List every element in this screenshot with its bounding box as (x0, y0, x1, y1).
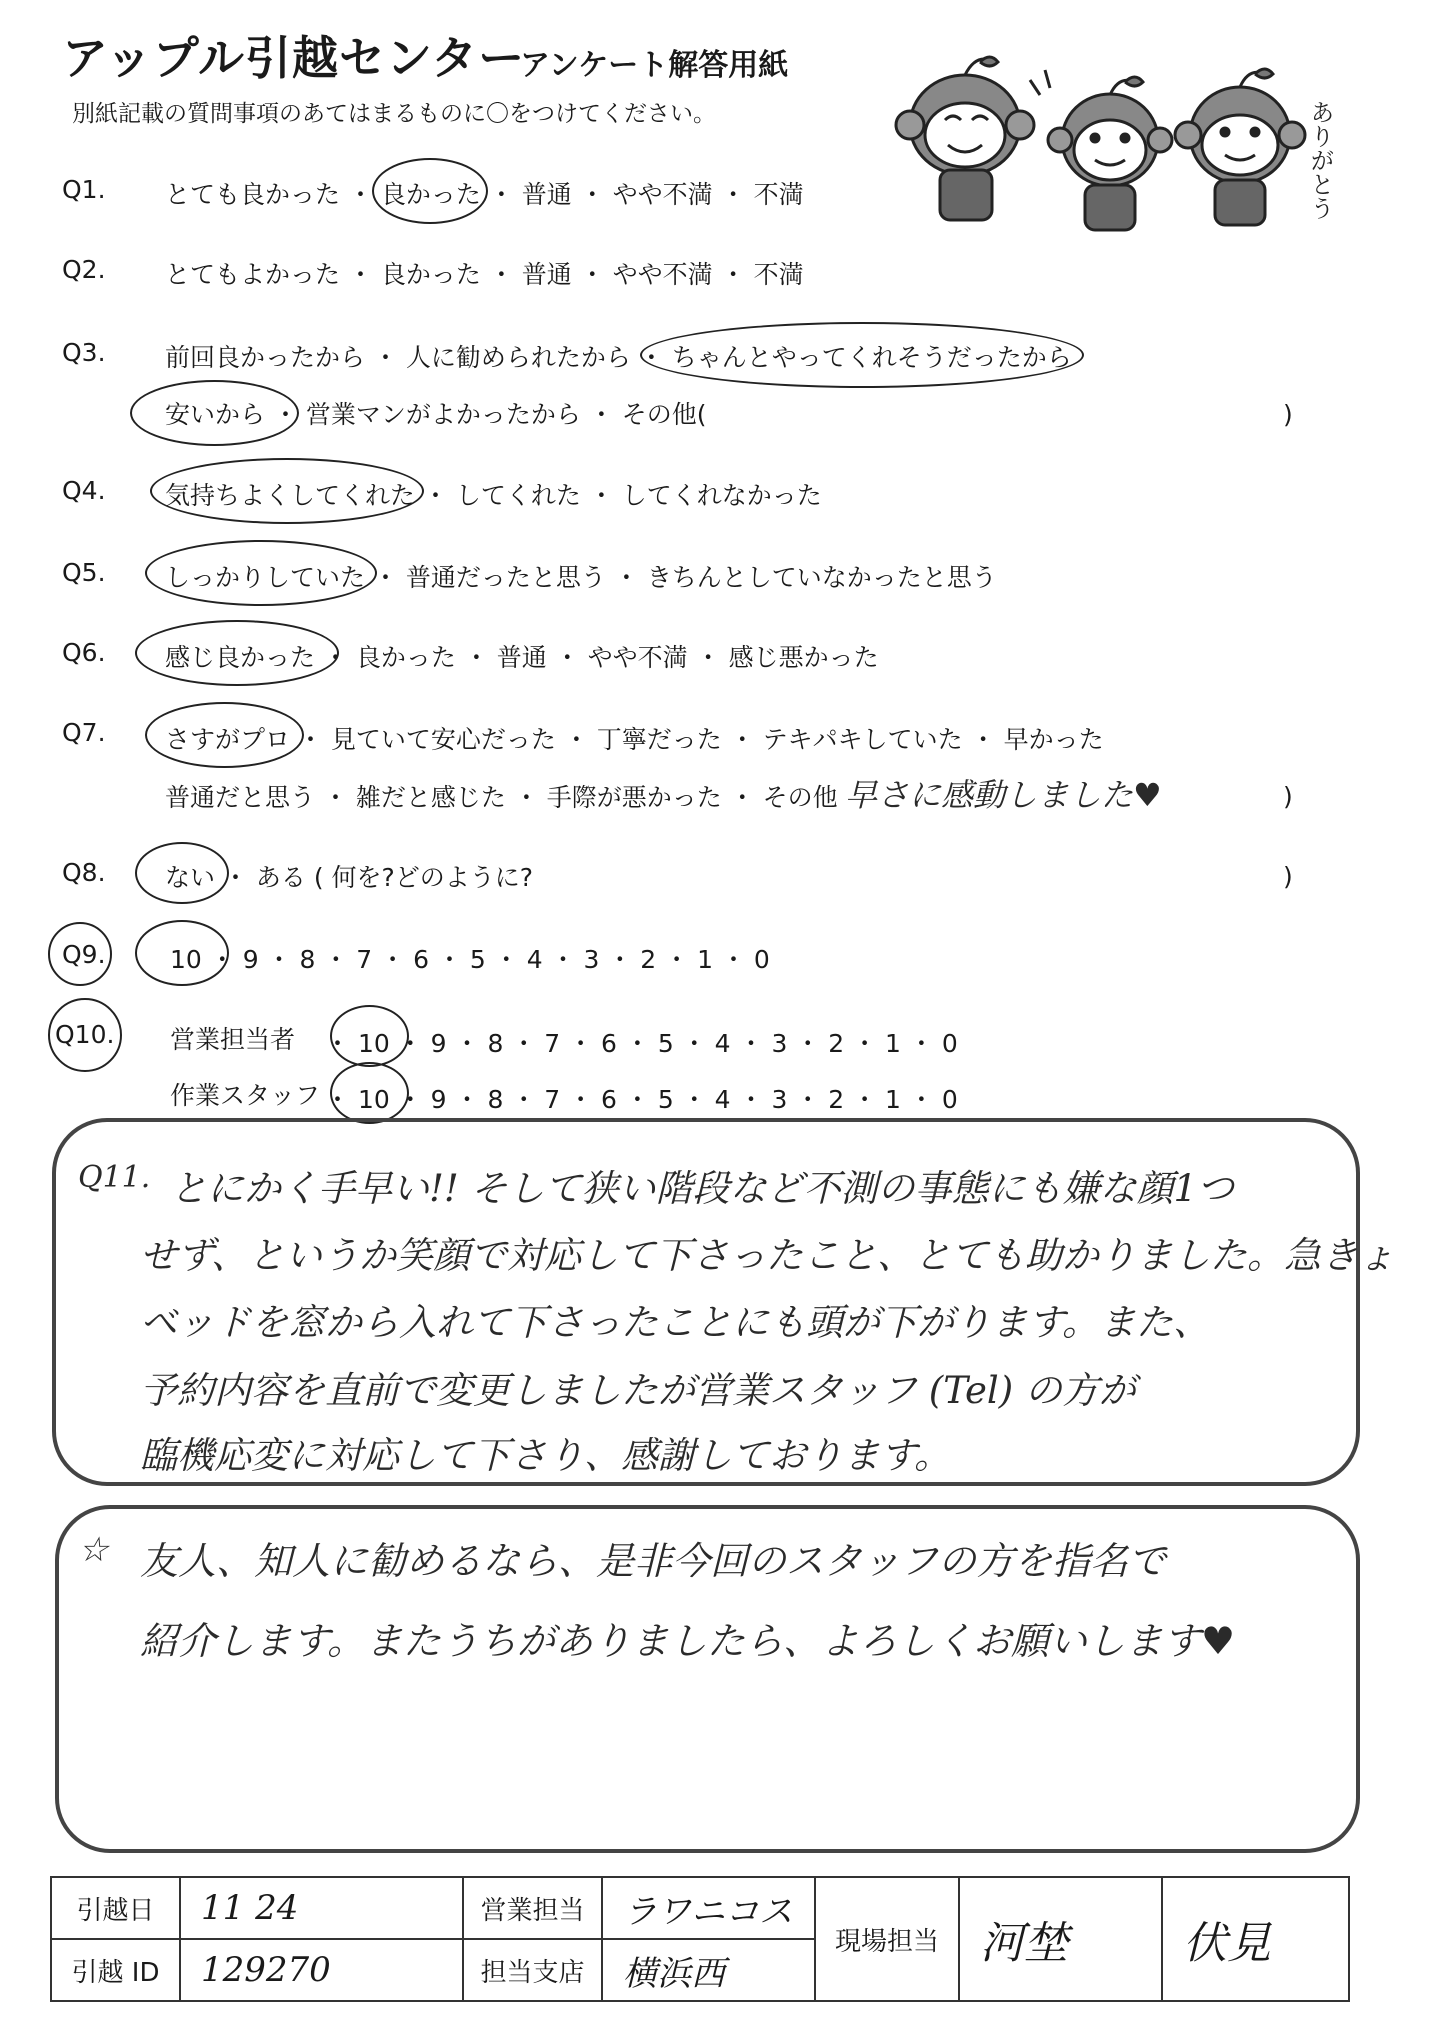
q10-label-circle (48, 998, 122, 1072)
q4-answer-circle (150, 458, 424, 524)
sales-rep-label: 営業担当 (463, 1877, 602, 1939)
branch-label: 担当支店 (463, 1939, 602, 2001)
q11-line-5: 臨機応変に対応して下さり、感謝しております。 (140, 1434, 952, 1477)
q11-label: Q11. (78, 1160, 151, 1195)
q11-line-3: ベッドを窓から入れて下さったことにも頭が下がります。また、 (140, 1301, 1211, 1344)
q1-label: Q1. (62, 175, 106, 204)
q5-options: しっかりしていた ・ 普通だったと思う ・ きちんとしていなかったと思う (165, 563, 997, 592)
q11-line-2: せず、というか笑顔で対応して下さったこと、とても助かりました。急きょ (140, 1234, 1396, 1277)
q2-options: とてもよかった ・ 良かった ・ 普通 ・ やや不満 ・ 不満 (165, 260, 804, 289)
move-date-value: 11 24 (180, 1877, 463, 1939)
q8-label: Q8. (62, 858, 106, 887)
q7-answer-circle (145, 702, 304, 768)
q11-line-4: 予約内容を直前で変更しましたが営業スタッフ (Tel) の方が (140, 1369, 1136, 1412)
q7-other-handwritten: 早さに感動しました♥ (845, 776, 1162, 814)
q5-label: Q5. (62, 558, 106, 587)
q10-sales-answer-circle (330, 1005, 409, 1067)
move-date-label: 引越日 (51, 1877, 180, 1939)
q7-other-close: ) (1283, 782, 1293, 811)
q10-sales-scale: ・ 10 ・ 9 ・ 8 ・ 7 ・ 6 ・ 5 ・ 4 ・ 3 ・ 2 ・ 1 ・ 0 (325, 1029, 958, 1058)
sales-rep-value: ラワニコス (602, 1877, 815, 1939)
q10-staff-scale: ・ 10 ・ 9 ・ 8 ・ 7 ・ 6 ・ 5 ・ 4 ・ 3 ・ 2 ・ 1 ・ 0 (325, 1085, 958, 1114)
comment2-line-1: 友人、知人に勧めるなら、是非今回のスタッフの方を指名で (140, 1539, 1167, 1583)
q6-label: Q6. (62, 638, 106, 667)
q5-answer-circle (145, 540, 377, 606)
q1-options: とても良かった ・ 良かった ・ 普通 ・ やや不満 ・ 不満 (165, 180, 804, 209)
q9-answer-circle (135, 920, 229, 986)
move-info-table (50, 1876, 1350, 2002)
q2-label: Q2. (62, 255, 106, 284)
q9-scale: 10 ・ 9 ・ 8 ・ 7 ・ 6 ・ 5 ・ 4 ・ 3 ・ 2 ・ 1 ・ 0 (170, 945, 770, 974)
branch-value: 横浜西 (602, 1939, 815, 2001)
q4-label: Q4. (62, 476, 106, 505)
move-id-value: 129270 (180, 1939, 463, 2001)
form-title: アンケート解答用紙 (520, 48, 789, 83)
q8-close: ) (1283, 862, 1293, 891)
q3-options: 前回良かったから ・ 人に勧められたから ・ ちゃんとやってくれそうだったから (165, 343, 1072, 372)
thanks-text: ありがとう (1306, 100, 1334, 220)
q10-label: Q10. (55, 1020, 115, 1049)
q9-label: Q9. (62, 940, 106, 969)
q8-answer-circle (135, 842, 229, 904)
q6-options: 感じ良かった ・ 良かった ・ 普通 ・ やや不満 ・ 感じ悪かった (165, 643, 879, 672)
q6-answer-circle (135, 620, 339, 686)
q9-label-circle (48, 922, 112, 986)
q10-staff-answer-circle (330, 1062, 409, 1124)
q7-options-row2: 普通だと思う ・ 雑だと感じた ・ 手際が悪かった ・ その他 (165, 783, 838, 812)
star-marker: ☆ (78, 1530, 109, 1570)
move-id-label: 引越 ID (51, 1939, 180, 2001)
q3-answer-circle-2 (130, 380, 299, 446)
q3-options-row2: 安いから ・ 営業マンがよかったから ・ その他( (165, 400, 707, 429)
q1-answer-circle (372, 158, 488, 224)
q11-line-1: とにかく手早い!! そして狭い階段など不測の事態にも嫌な顔1つ (170, 1167, 1235, 1210)
q4-options: 気持ちよくしてくれた ・ してくれた ・ してくれなかった (165, 481, 822, 510)
site-staff-value-1: 河埜 (959, 1877, 1162, 2001)
comment2-line-2: 紹介します。またうちがありましたら、よろしくお願いします♥ (140, 1619, 1236, 1663)
q10-sales-label: 営業担当者 (170, 1025, 296, 1054)
q3-label: Q3. (62, 338, 106, 367)
q10-staff-label: 作業スタッフ (170, 1081, 321, 1110)
monkey-mascots-illustration (880, 40, 1350, 240)
site-staff-label: 現場担当 (815, 1877, 959, 2001)
q8-options: ない ・ ある ( 何を?どのように? (165, 863, 534, 892)
company-name: アップル引越センター (62, 31, 526, 85)
instruction-text: 別紙記載の質問事項のあてはまるものに〇をつけてください。 (72, 101, 716, 127)
q7-label: Q7. (62, 718, 106, 747)
site-staff-value-2: 伏見 (1162, 1877, 1349, 2001)
q3-other-close: ) (1283, 400, 1293, 429)
q3-answer-circle-1 (640, 322, 1084, 388)
q7-options: さすがプロ ・ 見ていて安心だった ・ 丁寧だった ・ テキパキしていた ・ 早かった (165, 725, 1104, 754)
